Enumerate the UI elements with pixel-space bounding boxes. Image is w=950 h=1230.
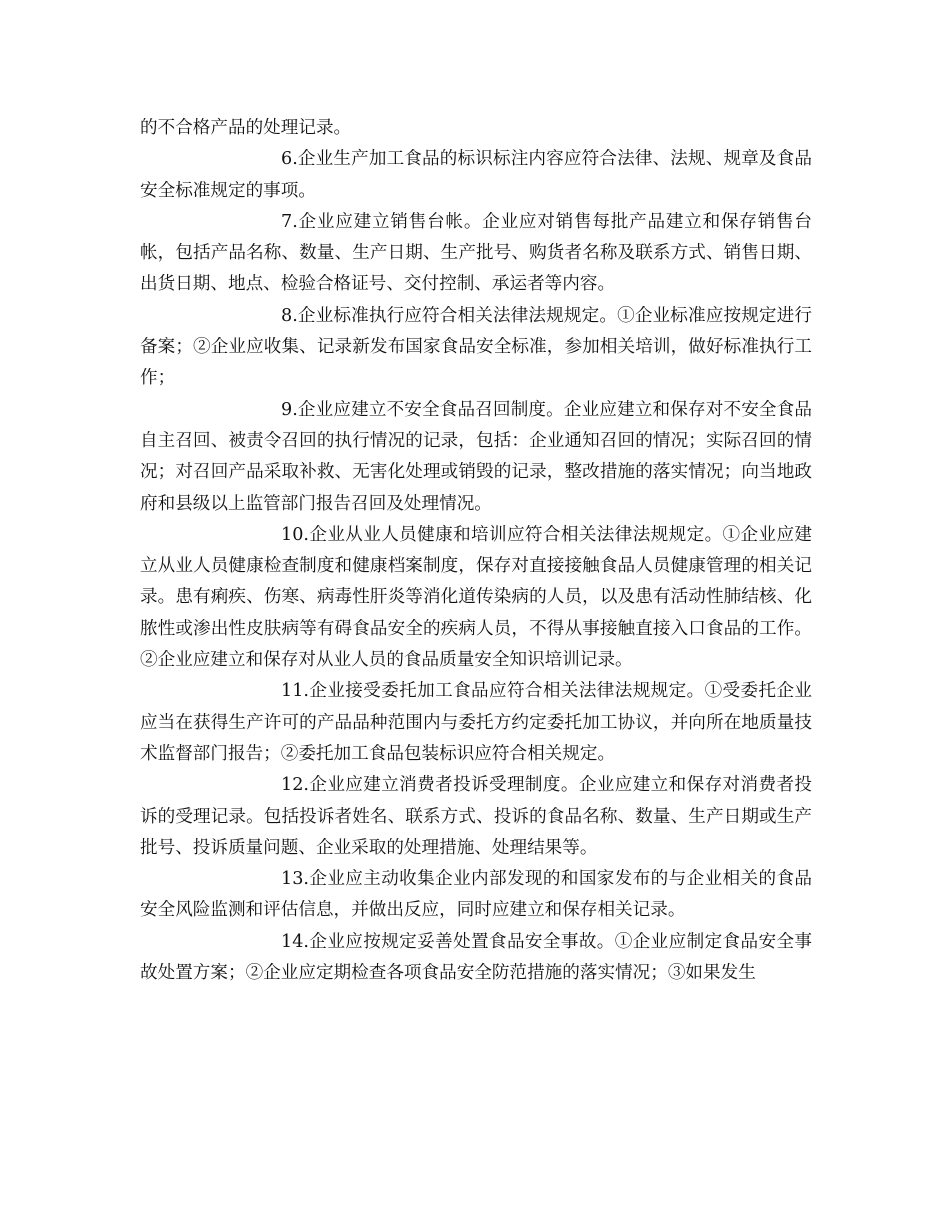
paragraph-item-7: 7.企业应建立销售台帐。企业应对销售每批产品建立和保存销售台帐，包括产品名称、数量、生产日期、生产批号、购货者名称及联系方式、销售日期、出货日期、地点、检验合格证号、交付控制、承运者等内容。 <box>140 211 812 295</box>
paragraph-item-14: 14.企业应按规定妥善处置食品安全事故。①企业应制定食品安全事故处置方案；②企业应定期检查各项食品安全防范措施的落实情况；③如果发生 <box>140 931 812 984</box>
paragraph-item-8: 8.企业标准执行应符合相关法律法规规定。①企业标准应按规定进行备案；②企业应收集、记录新发布国家食品安全标准，参加相关培训，做好标准执行工作； <box>140 305 812 389</box>
paragraph-continuation: 的不合格产品的处理记录。 <box>140 118 352 138</box>
paragraph-item-11: 11.企业接受委托加工食品应符合相关法律法规规定。①受委托企业应当在获得生产许可的产品品种范围内与委托方约定委托加工协议，并向所在地质量技术监督部门报告；②委托加工食品包装标识应符合相关规定。 <box>140 681 812 764</box>
paragraph-item-10: 10.企业从业人员健康和培训应符合相关法律法规规定。①企业应建立从业人员健康检查制度和健康档案制度，保存对直接接触食品人员健康管理的相关记录。患有痢疾、伤寒、病毒性肝炎等消化道传染病的人员，以及患有活动性肺结核、化脓性或渗出性皮肤病等有碍食品安全的疾病人员，不得从事接触直接入口食品的工作。②企业应建立和保存对从业人员的食品质量安全知识培训记录。 <box>140 524 812 671</box>
paragraph-item-12: 12.企业应建立消费者投诉受理制度。企业应建立和保存对消费者投诉的受理记录。包括投诉者姓名、联系方式、投诉的食品名称、数量、生产日期或生产批号、投诉质量问题、企业采取的处理措施、处理结果等。 <box>140 775 812 858</box>
document-body <box>140 113 812 989</box>
paragraph-item-9: 9.企业应建立不安全食品召回制度。企业应建立和保存对不安全食品自主召回、被责令召回的执行情况的记录，包括：企业通知召回的情况；实际召回的情况；对召回产品采取补救、无害化处理或销毁的记录，整改措施的落实情况；向当地政府和县级以上监管部门报告召回及处理情况。 <box>140 399 812 514</box>
paragraph-item-13: 13.企业应主动收集企业内部发现的和国家发布的与企业相关的食品安全风险监测和评估信息，并做出反应，同时应建立和保存相关记录。 <box>140 869 812 921</box>
paragraph-item-6: 6.企业生产加工食品的标识标注内容应符合法律、法规、规章及食品安全标准规定的事项。 <box>140 149 812 201</box>
